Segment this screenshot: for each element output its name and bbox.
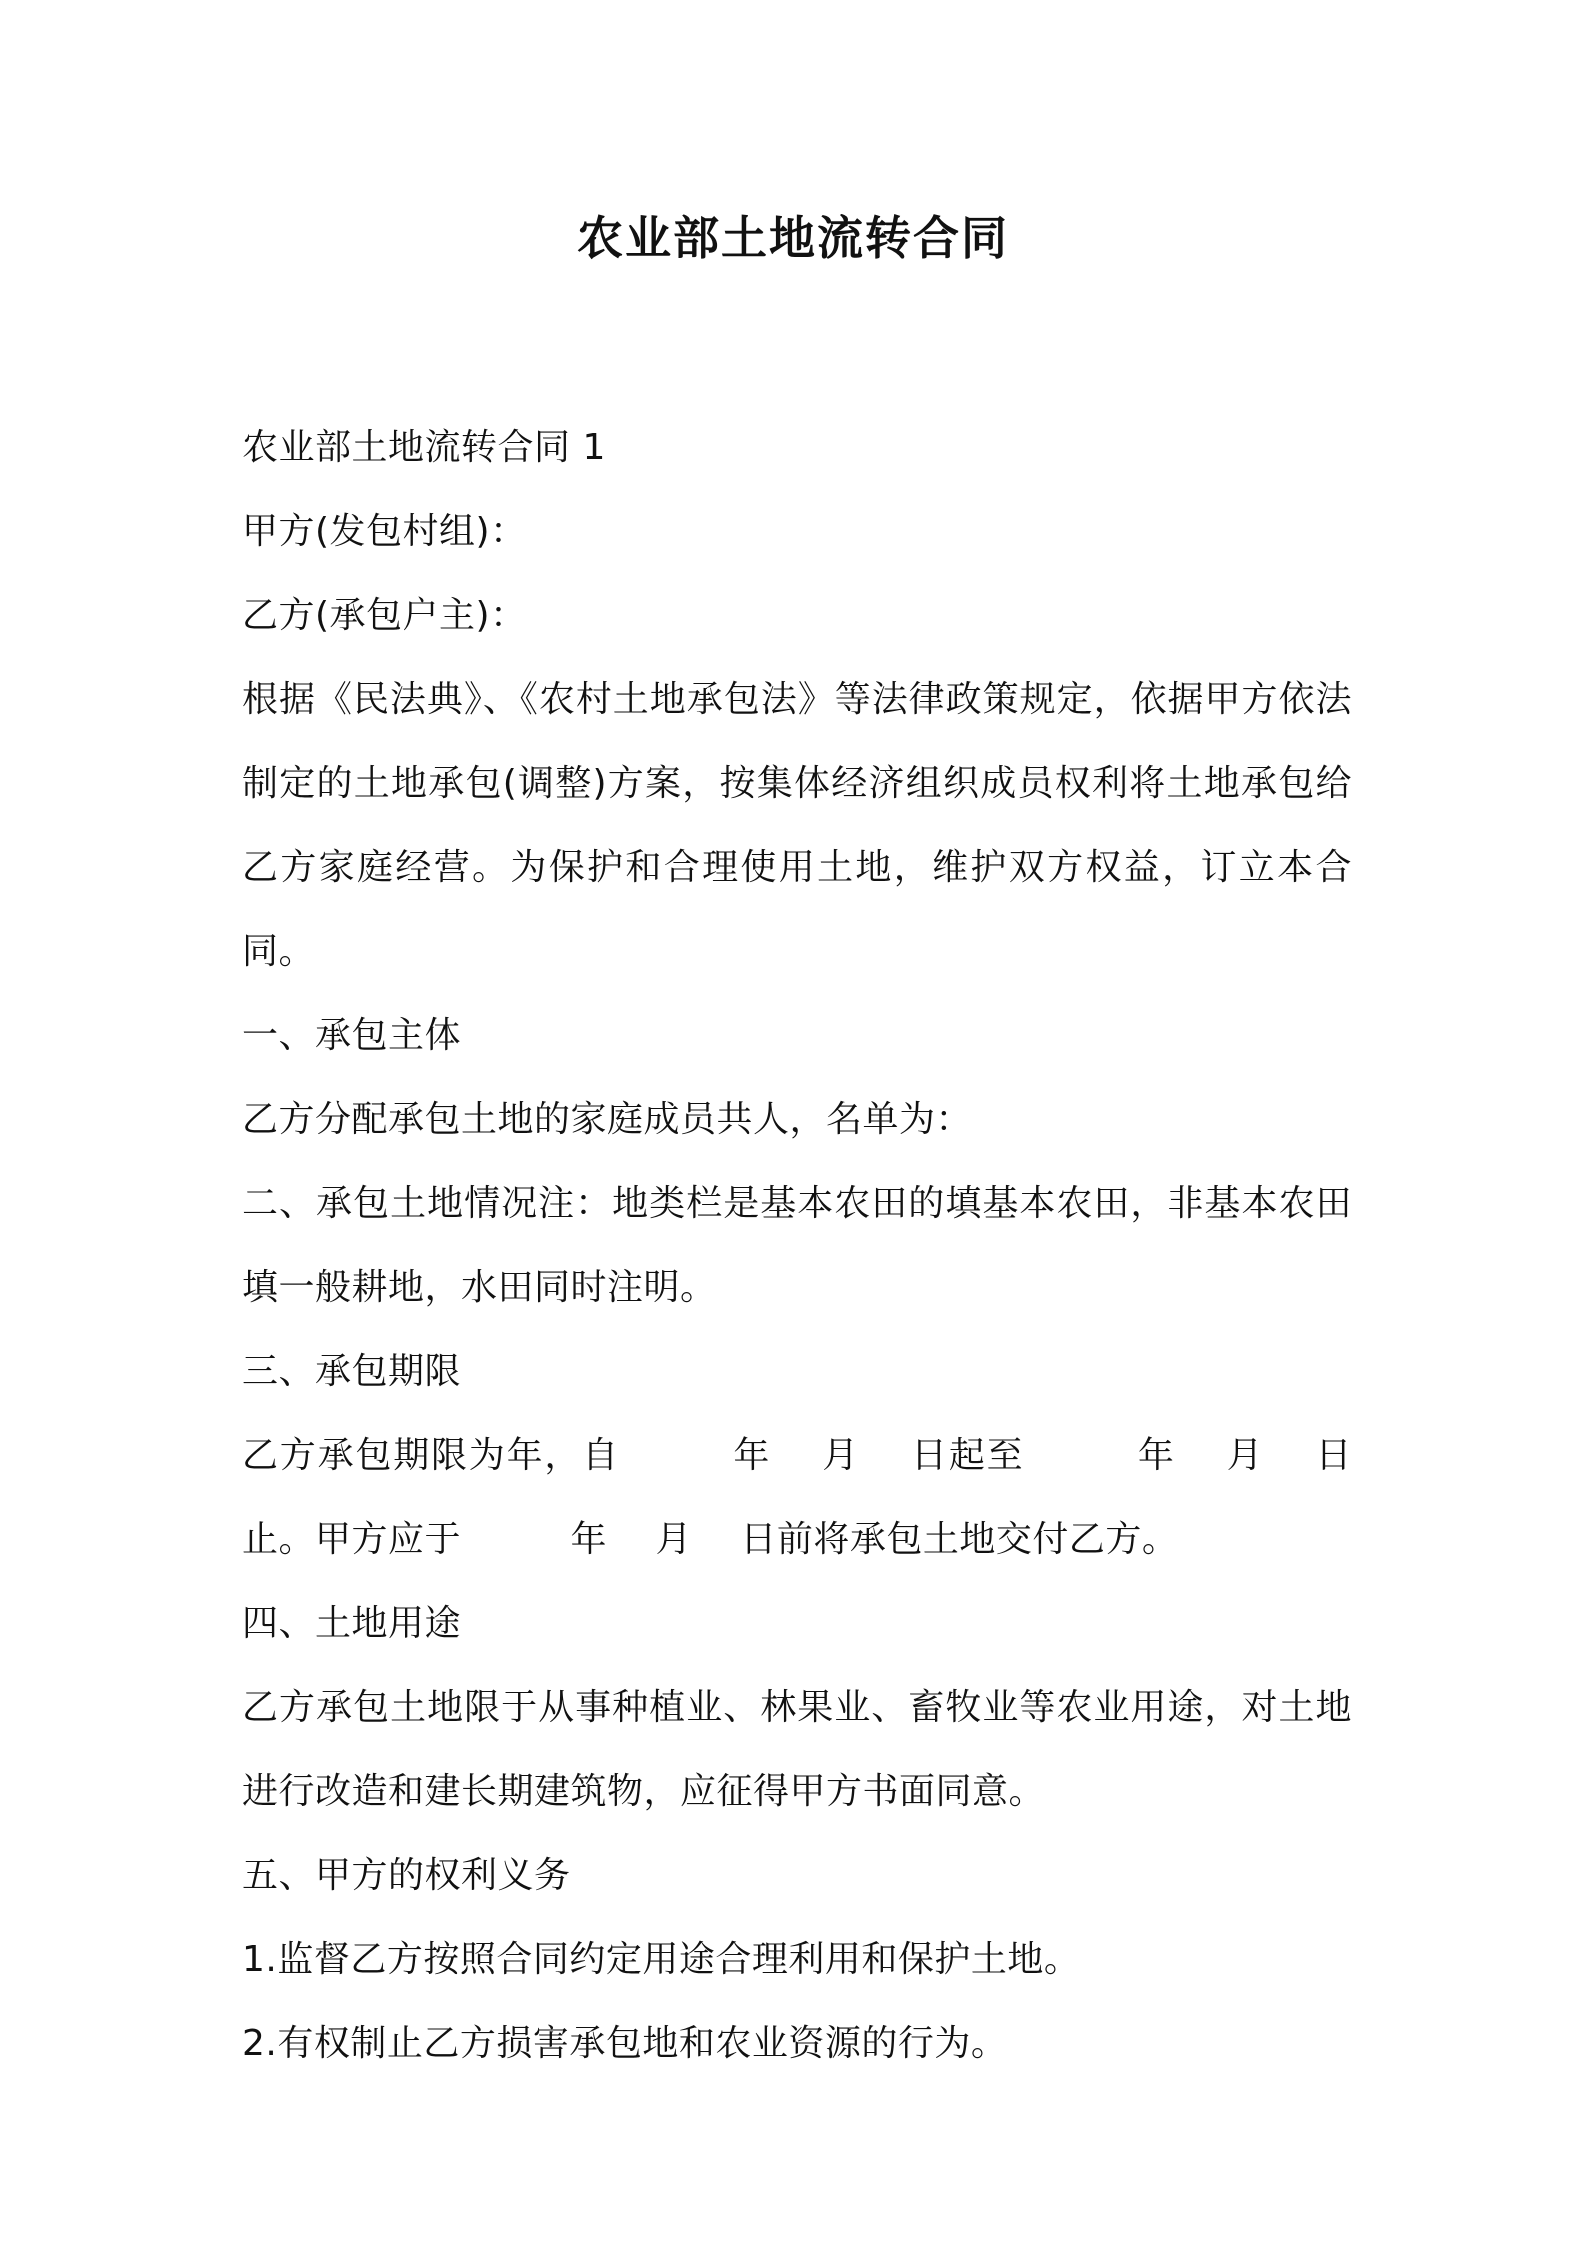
section-1-text: 乙方分配承包土地的家庭成员共人，名单为： [242, 1099, 973, 1140]
contract-subtitle: 农业部土地流转合同 1 [242, 427, 606, 468]
section-5-item-2: 2.有权制止乙方损害承包地和农业资源的行为。 [242, 2023, 1008, 2064]
preamble-paragraph: 根据《民法典》、《农村土地承包法》等法律政策规定，依据甲方依法制定的土地承包(调整)方案，按集体经济组织成员权利将土地承包给乙方家庭经营。为保护和合理使用土地，维护双方权益，订立本合同。 [242, 679, 1352, 972]
section-5-item-1: 1.监督乙方按照合同约定用途合理利用和保护土地。 [242, 1939, 1081, 1980]
section-1-heading: 一、承包主体 [242, 1015, 462, 1056]
party-a-label: 甲方(发包村组)： [242, 511, 527, 552]
section-5-heading: 五、甲方的权利义务 [242, 1855, 571, 1896]
section-4-paragraph: 乙方承包土地限于从事种植业、林果业、畜牧业等农业用途，对土地进行改造和建长期建筑物，应征得甲方书面同意。 [242, 1687, 1352, 1812]
section-3-heading: 三、承包期限 [242, 1351, 462, 1392]
section-2-paragraph: 二、承包土地情况注：地类栏是基本农田的填基本农田，非基本农田填一般耕地，水田同时注明。 [242, 1183, 1352, 1308]
document-body [242, 406, 1352, 2086]
section-3-paragraph: 乙方承包期限为年，自 年 月 日起至 年 月 日止。甲方应于 年 月 日前将承包土地交付乙方。 [242, 1435, 1352, 1560]
document-title: 农业部土地流转合同 [577, 211, 1009, 265]
party-b-label: 乙方(承包户主)： [242, 595, 527, 636]
section-4-heading: 四、土地用途 [242, 1603, 462, 1644]
